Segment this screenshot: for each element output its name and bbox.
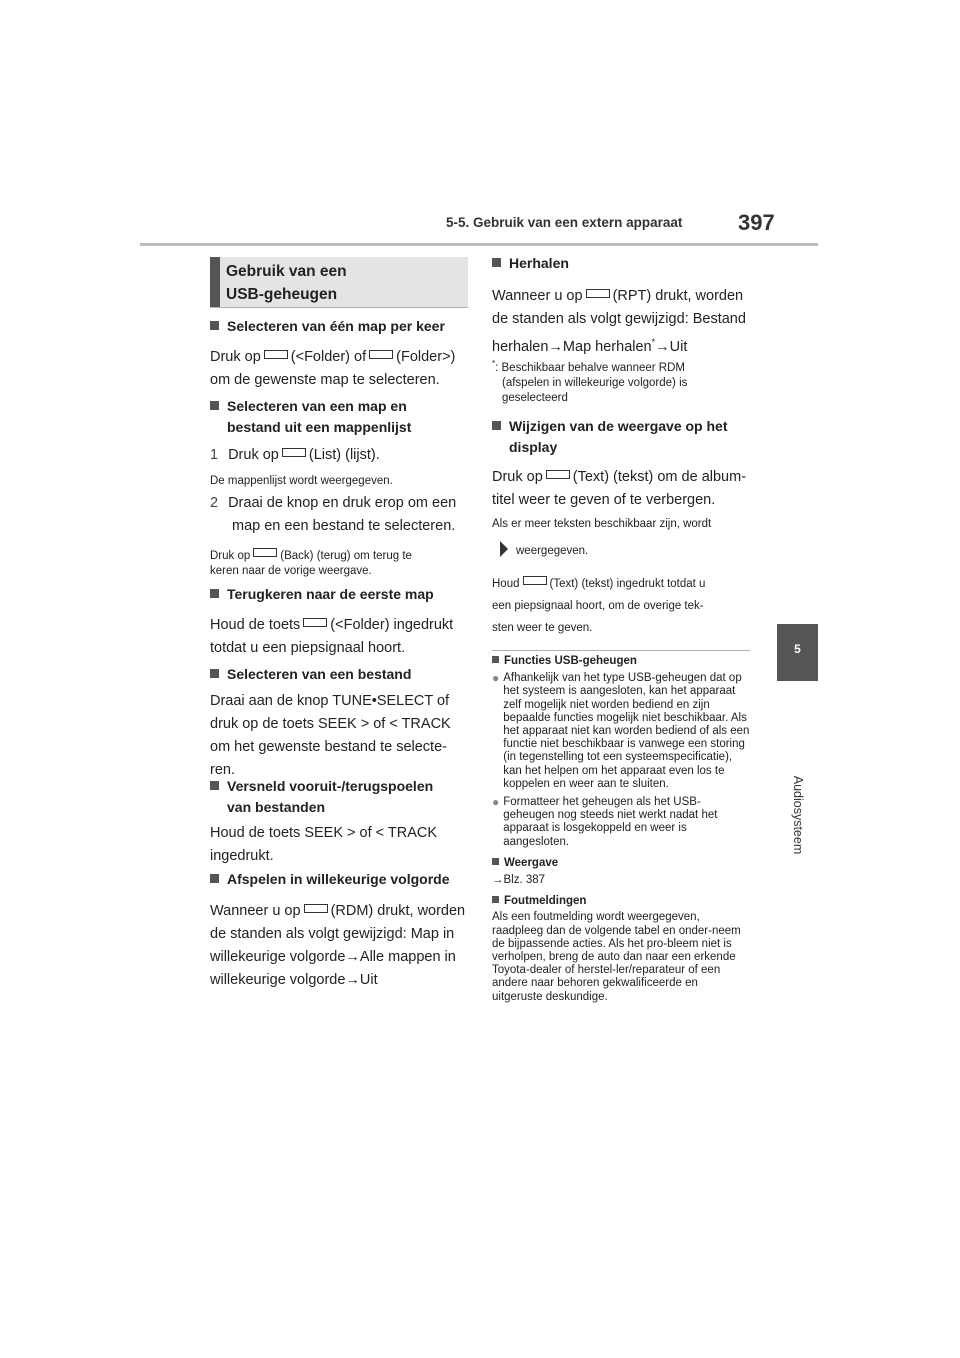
display-note-3: Houd (Text) (tekst) ingedrukt totdat u een piepsignaal hoort, om de overige tek- sten weer te geven. (492, 578, 706, 634)
heading-usb-functions: Functies USB-geheugen (492, 655, 750, 668)
button-icon (369, 350, 393, 359)
heading-one-folder: Selecteren van één map per keer (210, 316, 445, 337)
knowledge-box (492, 655, 750, 1004)
step-2-note: Druk op (Back) (terug) om terug te keren naar de vorige weergave. (210, 550, 412, 577)
bullet-square-icon (210, 589, 219, 598)
para-repeat: Wanneer u op (RPT) drukt, worden de standen als volgt gewijzigd: Bestand herhalen→Map herhalen*→Uit (492, 288, 746, 355)
button-icon (303, 618, 327, 627)
bullet-square-icon (210, 874, 219, 883)
bullet-square-icon (492, 258, 501, 267)
bullet-square-icon (210, 401, 219, 410)
heading-repeat: Herhalen (492, 253, 569, 274)
button-icon (253, 548, 277, 557)
bullet-square-icon (492, 421, 501, 430)
bullet-dot-icon: ● (492, 671, 500, 686)
step-1: 1 Druk op (List) (lijst). (210, 447, 380, 463)
chapter-label: Audiosysteem (791, 775, 805, 855)
page-number: 397 (738, 210, 775, 235)
heading-display-ref: Weergave (492, 857, 750, 870)
para-one-folder-2: om de gewenste map te selecteren. (210, 372, 440, 388)
heading-display: Wijzigen van de weergave op het display (492, 416, 727, 458)
bullet-square-icon (210, 781, 219, 790)
chapter-number: 5 (794, 642, 801, 656)
knowledge-item-1: ● Afhankelijk van het type USB-geheugen dat op het systeem is aangesloten, kan het apparaat zelf mogelijk niet worden bediend en zijn bepaalde functies mogelijk niet beschikbaar. Als het apparaat niet kan worden bediend of als een functie niet beschikbaar is vanwege een storing (in tegenstelling tot een systeemspecificatie), kan het helpen om het apparaat even los te koppelen en weer aan te sluiten. (492, 671, 750, 790)
bullet-square-icon (210, 669, 219, 678)
arrow-right-icon (500, 541, 508, 557)
footnote: *: Beschikbaar behalve wanneer RDM (afspelen in willekeurige volgorde) is geselecteerd (492, 359, 688, 404)
heading-fast-forward: Versneld vooruit-/terugspoelen van bestanden (210, 776, 433, 818)
bullet-square-icon (210, 321, 219, 330)
knowledge-divider (492, 650, 750, 651)
running-header: 5-5. Gebruik van een extern apparaat (446, 215, 683, 230)
button-icon (282, 448, 306, 457)
heading-errors: Foutmeldingen (492, 895, 750, 908)
para-fast-forward: Houd de toets SEEK > of < TRACK ingedrukt. (210, 825, 438, 864)
bullet-dot-icon: ● (492, 795, 500, 810)
heading-folder-list: Selecteren van een map en bestand uit een mappenlijst (210, 396, 411, 438)
section-title-bar (210, 257, 220, 307)
page-reference: →Blz. 387 (492, 874, 546, 887)
display-note-2: weergegeven. (500, 541, 588, 559)
bullet-square-icon (492, 656, 499, 663)
button-icon (523, 576, 547, 585)
para-random: Wanneer u op (RDM) drukt, worden de standen als volgt gewijzigd: Map in willekeurige volgorde→Alle mappen in willekeurige volgorde→Uit (210, 903, 466, 988)
heading-select-file: Selecteren van een bestand (210, 664, 411, 685)
section-title: Gebruik van een USB-geheugen (226, 263, 347, 303)
para-select-file: Draai aan de knop TUNE•SELECT of druk op de toets SEEK > of < TRACK om het gewenste bestand te selecte- ren. (210, 693, 451, 778)
header-rule (140, 243, 818, 246)
para-one-folder: Druk op (<Folder) of (Folder>) (210, 349, 456, 365)
heading-first-folder: Terugkeren naar de eerste map (210, 584, 434, 605)
heading-random: Afspelen in willekeurige volgorde (210, 869, 450, 890)
para-first-folder: Houd de toets (<Folder) ingedrukt totdat u een piepsignaal hoort. (210, 617, 454, 656)
bullet-square-icon (492, 858, 499, 865)
knowledge-item-2: ● Formatteer het geheugen als het USB-geheugen nog steeds niet werkt nadat het apparaat is losgekoppeld en weer is aangesloten. (492, 795, 718, 848)
button-icon (586, 289, 610, 298)
display-note-1: Als er meer teksten beschikbaar zijn, wordt (492, 518, 712, 530)
button-icon (304, 904, 328, 913)
step-2: 2 Draai de knop en druk erop om een map en een bestand te selecteren. (210, 495, 457, 534)
errors-text: Als een foutmelding wordt weergegeven, raadpleeg dan de volgende tabel en onder-neem de bijpassende acties. Als het pro-bleem niet is verholpen, breng de auto dan naar een erkende Toyota-dealer of herstel-ler/reparateur of een andere naar behoren gekwalificeerde en uitgeruste deskundige. (492, 911, 741, 1003)
para-display: Druk op (Text) (tekst) om de album- titel weer te geven of te verbergen. (492, 469, 747, 508)
button-icon (264, 350, 288, 359)
button-icon (546, 470, 570, 479)
bullet-square-icon (492, 896, 499, 903)
step-1-note: De mappenlijst wordt weergegeven. (210, 475, 393, 487)
